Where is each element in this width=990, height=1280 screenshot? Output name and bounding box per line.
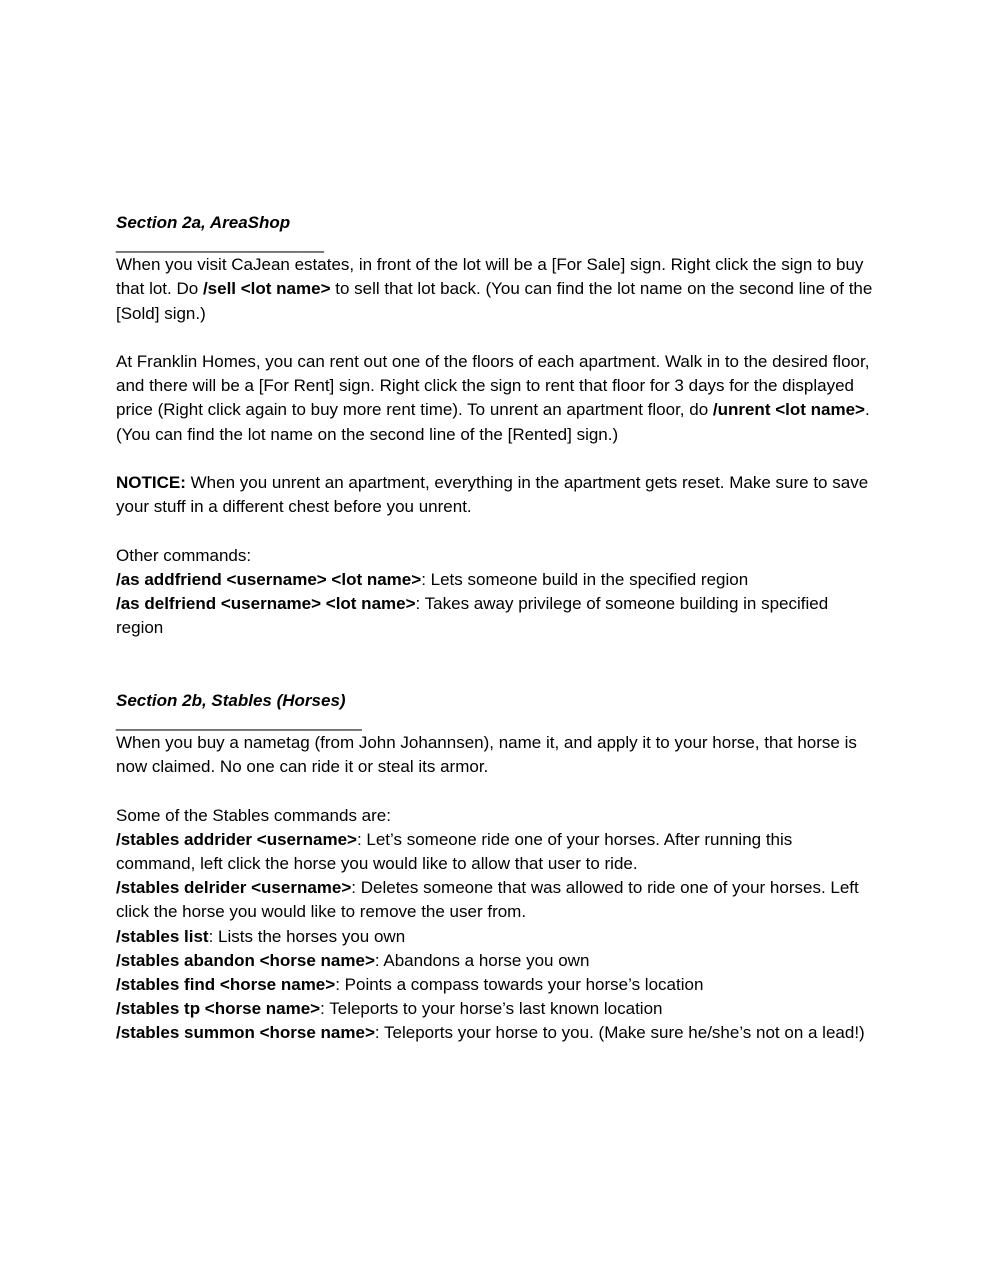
stables-intro-paragraph: When you buy a nametag (from John Johannsen), name it, and apply it to your horse, that horse is now claimed. No one can ride it or steal its armor.: [116, 733, 857, 777]
document-page: [116, 211, 876, 1046]
command-line: /stables list: Lists the horses you own: [116, 926, 406, 946]
command-line: /stables summon <horse name>: Teleports your horse to you. (Make sure he/she’s not on a lead!): [116, 1023, 865, 1043]
command-line: /stables abandon <horse name>: Abandons a horse you own: [116, 950, 590, 970]
command-line: /stables addrider <username>: Let’s someone ride one of your horses. After running this command, left click the horse you would like to allow that user to ride.: [116, 829, 793, 873]
section-2a-underline: ______________________: [116, 234, 325, 254]
command-line: /stables find <horse name>: Points a compass towards your horse’s location: [116, 975, 704, 995]
command-line: /as delfriend <username> <lot name>: Takes away privilege of someone building in specified region: [116, 594, 829, 638]
command-line: /stables delrider <username>: Deletes someone that was allowed to ride one of your horses. Left click the horse you would like to remove the user from.: [116, 878, 859, 922]
areashop-rent-paragraph: At Franklin Homes, you can rent out one of the floors of each apartment. Walk in to the desired floor, and there will be a [For Rent] sign. Right click the sign to rent that floor for 3 days for the displayed price (Right click again to buy more rent time). To unrent an apartment floor, do /unrent <lot name>. (You can find the lot name on the second line of the [Rented] sign.): [116, 352, 870, 444]
section-2b-heading: Section 2b, Stables (Horses): [116, 690, 346, 710]
sell-command: /sell <lot name>: [202, 279, 331, 299]
notice-label: NOTICE:: [116, 473, 186, 492]
stables-commands-title: Some of the Stables commands are:: [116, 805, 391, 825]
notice-paragraph: NOTICE: When you unrent an apartment, everything in the apartment gets reset. Make sure to save your stuff in a different chest before you unrent.: [116, 473, 869, 517]
section-2b-underline: __________________________: [116, 712, 362, 731]
other-commands-title: Other commands:: [116, 545, 252, 565]
section-2a-heading: Section 2a, AreaShop: [116, 213, 291, 232]
command-line: /as addfriend <username> <lot name>: Lets someone build in the specified region: [116, 569, 749, 589]
unrent-command: /unrent <lot name>: [712, 400, 865, 420]
command-line: /stables tp <horse name>: Teleports to your horse’s last known location: [116, 999, 663, 1019]
areashop-buy-paragraph: When you visit CaJean estates, in front of the lot will be a [For Sale] sign. Right click the sign to buy that lot. Do /sell <lot name> to sell that lot back. (You can find the lot name on the second line of the [Sold] sign.): [116, 255, 873, 323]
